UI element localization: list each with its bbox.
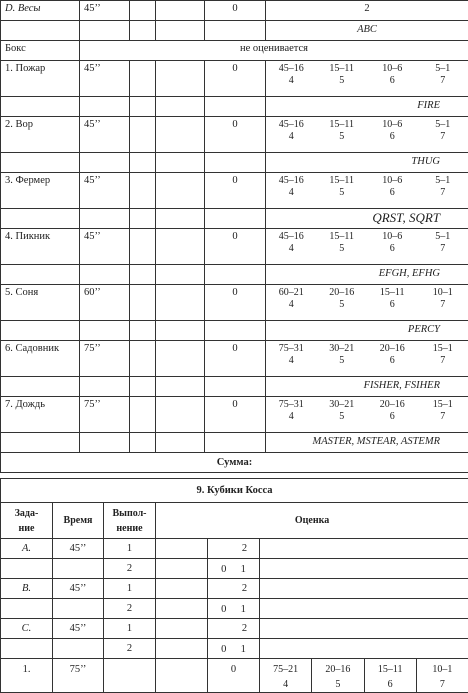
correct-answer: ABC [266, 21, 468, 41]
bin-score: 7 [418, 75, 468, 87]
score-zero: 0 [205, 61, 266, 97]
score-bin [266, 231, 317, 255]
execution-attempt: 2 [104, 559, 156, 579]
blank-cell [130, 229, 156, 265]
sum-label: Сумма: [1, 453, 468, 473]
score-two: 2 [208, 579, 260, 599]
seconds-range: 15–11 [367, 287, 418, 299]
seconds-range: 15–1 [418, 343, 468, 355]
seconds-range: 15–11 [317, 119, 368, 131]
bin-score: 5 [317, 75, 368, 87]
blank-cell [80, 97, 130, 117]
blank-cell [156, 97, 205, 117]
table-title: 9. Кубики Косса [1, 479, 468, 503]
blank-cell [156, 229, 205, 265]
task-label: B. [1, 579, 53, 599]
blank-cell [130, 285, 156, 321]
time-limit: 45’’ [80, 229, 130, 265]
blank-cell [156, 579, 208, 599]
bin-score: 5 [317, 299, 368, 311]
score-zero: 0 [205, 173, 266, 209]
bin-score: 7 [418, 243, 468, 255]
seconds-range: 10–6 [367, 63, 418, 75]
blank-cell [156, 209, 205, 229]
blank-cell [130, 21, 156, 41]
blank-cell [260, 539, 468, 559]
blank-cell [1, 433, 80, 453]
score-bin [367, 119, 418, 143]
blank-cell [130, 397, 156, 433]
score-bin [418, 287, 468, 311]
blank-cell [205, 433, 266, 453]
blank-cell [156, 539, 208, 559]
score-zero: 0 [205, 285, 266, 321]
blank-cell [130, 433, 156, 453]
row-label: 4. Пикник [1, 229, 80, 265]
bin-score: 6 [367, 243, 418, 255]
time-limit: 75’’ [80, 397, 130, 433]
blank-cell [130, 97, 156, 117]
seconds-range: 15–1 [418, 399, 468, 411]
bin-score: 5 [317, 187, 368, 199]
blank-cell [80, 153, 130, 173]
blank-cell [1, 321, 80, 341]
correct-answer: PERCY [266, 321, 468, 341]
row-label: 1. Пожар [1, 61, 80, 97]
blank-cell [1, 599, 53, 619]
score-ranges [266, 285, 468, 321]
score-bin [260, 659, 311, 692]
blank-cell [1, 377, 80, 397]
seconds-range: 15–11 [365, 662, 416, 677]
blank-cell [53, 599, 104, 619]
seconds-range: 75–31 [266, 399, 317, 411]
score-bin [364, 659, 416, 692]
execution-attempt: 2 [104, 599, 156, 619]
blank-cell [156, 433, 205, 453]
blank-cell [1, 559, 53, 579]
bin-score: 5 [317, 131, 368, 143]
bin-score: 4 [266, 355, 317, 367]
score-zero: 0 [205, 341, 266, 377]
header-time: Время [53, 503, 104, 539]
score-bin [367, 343, 418, 367]
score-bin [317, 119, 368, 143]
blank-cell [205, 153, 266, 173]
seconds-range: 45–16 [266, 119, 317, 131]
score-zero: 0 [205, 117, 266, 153]
blank-cell [156, 153, 205, 173]
blank-cell [156, 377, 205, 397]
row-label: 6. Садовник [1, 341, 80, 377]
blank-cell [1, 97, 80, 117]
bin-score: 6 [367, 299, 418, 311]
score-one: 1 [241, 564, 246, 575]
blank-cell [80, 433, 130, 453]
blank-cell [156, 639, 208, 659]
bin-score: 5 [317, 355, 368, 367]
correct-answer: EFGH, EFHG [266, 265, 468, 285]
blank-cell [80, 21, 130, 41]
score-zero: 0 [221, 564, 226, 575]
score-one: 1 [241, 604, 246, 615]
blank-cell [1, 209, 80, 229]
score-bin [266, 287, 317, 311]
task-label: 1. [1, 659, 53, 693]
score-zero-one [208, 599, 260, 619]
blank-cell [1, 153, 80, 173]
blank-cell [156, 599, 208, 619]
seconds-range: 20–16 [367, 399, 418, 411]
score-ranges [266, 61, 468, 97]
time-limit: 60’’ [80, 285, 130, 321]
seconds-range: 20–16 [312, 662, 363, 677]
score-bin [367, 399, 418, 423]
blank-cell [156, 659, 208, 693]
score-ranges [266, 173, 468, 209]
seconds-range: 15–11 [317, 175, 368, 187]
bin-score: 6 [367, 187, 418, 199]
execution-attempt: 1 [104, 539, 156, 559]
execution-attempt: 2 [104, 639, 156, 659]
blank-cell [156, 1, 205, 21]
execution-attempt: 1 [104, 579, 156, 599]
blank-cell [1, 265, 80, 285]
seconds-range: 15–11 [317, 63, 368, 75]
blank-cell [130, 117, 156, 153]
correct-answer: FIRE [266, 97, 468, 117]
score-bin [266, 63, 317, 87]
score-bin [266, 399, 317, 423]
seconds-range: 75–21 [260, 662, 311, 677]
blank-cell [1, 21, 80, 41]
blank-cell [130, 153, 156, 173]
blank-cell [260, 559, 468, 579]
bin-score: 5 [312, 677, 363, 692]
bin-score: 4 [266, 299, 317, 311]
score-ranges [266, 397, 468, 433]
score-bin [317, 287, 368, 311]
bin-score: 5 [317, 411, 368, 423]
bin-score: 6 [367, 131, 418, 143]
score-zero: 0 [205, 397, 266, 433]
score-bin [317, 63, 368, 87]
header-score: Оценка [156, 503, 468, 539]
blank-cell [260, 579, 468, 599]
score-bin [311, 659, 363, 692]
seconds-range: 10–6 [367, 231, 418, 243]
score-bin [317, 399, 368, 423]
score-ranges [266, 341, 468, 377]
score-bin [367, 63, 418, 87]
bin-score: 4 [266, 243, 317, 255]
blank-cell [104, 659, 156, 693]
score-zero: 0 [221, 644, 226, 655]
seconds-range: 45–16 [266, 63, 317, 75]
score-bin [416, 659, 468, 692]
seconds-range: 20–16 [367, 343, 418, 355]
row-label: 5. Соня [1, 285, 80, 321]
seconds-range: 5–1 [418, 119, 468, 131]
time-limit: 45’’ [53, 539, 104, 559]
time-limit: 45’’ [80, 117, 130, 153]
score-bin [418, 119, 468, 143]
score-ranges [266, 117, 468, 153]
score-bin [266, 343, 317, 367]
correct-answer: QRST, SQRT [266, 209, 468, 229]
bin-score: 4 [266, 411, 317, 423]
blank-cell [156, 619, 208, 639]
score-zero: 0 [221, 604, 226, 615]
blank-cell [156, 559, 208, 579]
time-limit: 45’’ [53, 579, 104, 599]
blank-cell [130, 341, 156, 377]
time-limit: 45’’ [80, 1, 130, 21]
seconds-range: 45–16 [266, 175, 317, 187]
bin-score: 7 [418, 411, 468, 423]
seconds-range: 75–31 [266, 343, 317, 355]
seconds-range: 5–1 [418, 63, 468, 75]
blank-cell [130, 377, 156, 397]
score-one: 1 [241, 644, 246, 655]
score-zero-one [208, 639, 260, 659]
bin-score: 4 [266, 75, 317, 87]
seconds-range: 10–1 [417, 662, 468, 677]
time-limit: 45’’ [80, 61, 130, 97]
blank-cell [156, 117, 205, 153]
score-zero: 0 [205, 229, 266, 265]
blank-cell [156, 61, 205, 97]
blank-cell [156, 21, 205, 41]
bin-score: 4 [266, 131, 317, 143]
score-two: 2 [208, 619, 260, 639]
row-label-box: Бокс [1, 41, 80, 61]
koss-blocks-table [0, 478, 468, 693]
blank-cell [130, 173, 156, 209]
row-label: 3. Фермер [1, 173, 80, 209]
bin-score: 6 [367, 355, 418, 367]
blank-cell [1, 639, 53, 659]
task-label: A. [1, 539, 53, 559]
correct-answer: MASTER, MSTEAR, ASTEMR [266, 433, 468, 453]
blank-cell [130, 61, 156, 97]
correct-answer: FISHER, FSIHER [266, 377, 468, 397]
seconds-range: 5–1 [418, 175, 468, 187]
row-label-scales: D. Весы [1, 1, 80, 21]
score-bin [266, 119, 317, 143]
seconds-range: 30–21 [317, 399, 368, 411]
correct-answer: THUG [266, 153, 468, 173]
blank-cell [205, 209, 266, 229]
bin-score: 4 [260, 677, 311, 692]
blank-cell [80, 321, 130, 341]
score-zero: 0 [205, 1, 266, 21]
header-task: Зада- ние [1, 503, 53, 539]
blank-cell [130, 1, 156, 21]
score-bin [418, 231, 468, 255]
seconds-range: 5–1 [418, 231, 468, 243]
time-limit: 75’’ [53, 659, 104, 693]
blank-cell [205, 321, 266, 341]
not-scored-note: не оценивается [80, 41, 468, 61]
score-bin [367, 175, 418, 199]
blank-cell [156, 321, 205, 341]
score-bin [418, 63, 468, 87]
blank-cell [156, 265, 205, 285]
blank-cell [53, 639, 104, 659]
score-bin [418, 399, 468, 423]
blank-cell [130, 265, 156, 285]
bin-score: 6 [367, 75, 418, 87]
score-ranges [266, 229, 468, 265]
bin-score: 7 [418, 355, 468, 367]
time-limit: 45’’ [53, 619, 104, 639]
seconds-range: 15–11 [317, 231, 368, 243]
score-bin [317, 231, 368, 255]
blank-cell [53, 559, 104, 579]
score-bin [317, 175, 368, 199]
score-bin [266, 175, 317, 199]
blank-cell [156, 285, 205, 321]
score-zero: 0 [208, 659, 260, 693]
blank-cell [205, 97, 266, 117]
score-ranges [260, 659, 468, 693]
task-label: C. [1, 619, 53, 639]
score-two: 2 [208, 539, 260, 559]
blank-cell [205, 21, 266, 41]
blank-cell [260, 599, 468, 619]
bin-score: 4 [266, 187, 317, 199]
blank-cell [80, 209, 130, 229]
bin-score: 7 [418, 299, 468, 311]
bin-score: 7 [418, 131, 468, 143]
score-bin [317, 343, 368, 367]
score-bin [367, 287, 418, 311]
blank-cell [156, 341, 205, 377]
header-execution: Выпол- нение [104, 503, 156, 539]
blank-cell [156, 173, 205, 209]
bin-score: 7 [417, 677, 468, 692]
execution-attempt: 1 [104, 619, 156, 639]
time-limit: 75’’ [80, 341, 130, 377]
blank-cell [156, 397, 205, 433]
bin-score: 5 [317, 243, 368, 255]
seconds-range: 30–21 [317, 343, 368, 355]
bin-score: 6 [365, 677, 416, 692]
blank-cell [260, 619, 468, 639]
seconds-range: 10–6 [367, 175, 418, 187]
time-limit: 45’’ [80, 173, 130, 209]
row-label: 7. Дождь [1, 397, 80, 433]
bin-score: 6 [367, 411, 418, 423]
seconds-range: 60–21 [266, 287, 317, 299]
blank-cell [80, 265, 130, 285]
blank-cell [130, 209, 156, 229]
seconds-range: 45–16 [266, 231, 317, 243]
seconds-range: 10–6 [367, 119, 418, 131]
blank-cell [205, 377, 266, 397]
seconds-range: 20–16 [317, 287, 368, 299]
score-bin [418, 343, 468, 367]
seconds-range: 10–1 [418, 287, 468, 299]
blank-cell [130, 321, 156, 341]
blank-cell [80, 377, 130, 397]
score-bin [418, 175, 468, 199]
score-zero-one [208, 559, 260, 579]
score-bin [367, 231, 418, 255]
row-label: 2. Вор [1, 117, 80, 153]
bin-score: 7 [418, 187, 468, 199]
score-two: 2 [266, 1, 468, 21]
blank-cell [260, 639, 468, 659]
blank-cell [205, 265, 266, 285]
